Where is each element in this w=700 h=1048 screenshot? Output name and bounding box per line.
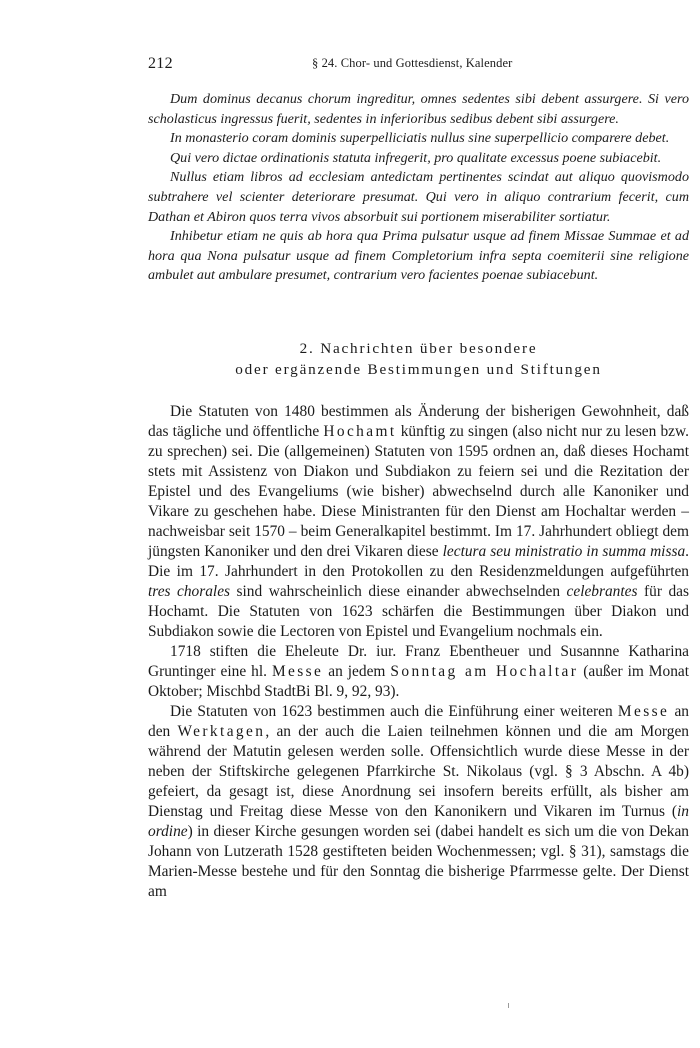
spaced-term: Werktagen <box>177 723 266 740</box>
quote-paragraph: In monasterio coram dominis superpelliciatis nullus sine superpellicio comparere debet. <box>170 130 670 147</box>
latin-term: celebrantes <box>566 583 638 600</box>
text-run: an den <box>148 703 689 740</box>
running-head: § 24. Chor- und Gottesdienst, Kalender <box>312 56 513 70</box>
text-run: ) in dieser Kirche gesungen worden sei (dabei handelt es sich um die von Dekan Johann von Lutzerath 1528 gestifteten beiden Wochenmessen; vgl. § 31), samstags die Marien-Messe bestehe und für den Sonntag die bisherige Pfarrmesse gelte. Der Dienst am <box>148 823 689 900</box>
text-run: Die Statuten von 1623 bestimmen auch die Einführung einer weiteren <box>170 703 618 720</box>
text-run: (außer im Monat Oktober; Mischbd StadtBi Bl. 9, 92, 93). <box>148 663 689 700</box>
spaced-term: Messe <box>271 663 324 680</box>
quote-paragraph: Dum dominus decanus chorum ingreditur, omnes sedentes sibi debent assurgere. Si vero scholasticus ingressus fuerit, sedentes in inferioribus sedibus debent sibi assurgere. <box>148 91 689 127</box>
section-heading-line-1: 2. Nachrichten über besondere <box>299 340 538 357</box>
spaced-term: Hochamt <box>323 423 397 440</box>
spaced-term: Sonntag am Hochaltar <box>390 663 579 680</box>
spaced-term: Messe <box>617 703 670 720</box>
latin-term: lectura seu ministratio in summa missa <box>442 543 686 560</box>
body-paragraph-1 <box>148 402 689 642</box>
text-run: künftig zu singen (also nicht nur zu lesen bzw. zu sprechen) sei. Die (allgemeinen) Statuten von 1595 ordnen an, daß dieses Hochamt stets mit Assistenz von Diakon und Subdiakon zu feiern sei und die Rezitation der Epistel und des Evangeliums (wie bisher) abwechselnd durch alle Kanoniker und Vikare zu geschehen habe. Diese Ministranten für den Dienst am Hochaltar werden – nachweisbar seit 1570 – beim Generalkapitel bestimmt. Im 17. Jahrhundert obliegt dem jüngsten Kanoniker und den drei Vikaren diese <box>148 423 689 560</box>
latin-quotation <box>148 90 689 286</box>
scan-mark <box>508 1003 509 1008</box>
latin-term: in ordine <box>148 803 689 840</box>
quote-paragraph: Qui vero dictae ordinationis statuta infregerit, pro qualitate excessus poene subiacebit. <box>170 149 662 166</box>
section-heading <box>148 339 689 380</box>
body-paragraph-2 <box>148 642 689 702</box>
latin-term: tres chorales <box>148 583 231 600</box>
text-run: Die Statuten von 1480 bestimmen als Änderung der bisherigen Gewohnheit, daß das tägliche und öffentliche <box>148 403 689 440</box>
page-number: 212 <box>148 55 173 72</box>
body-text <box>148 402 689 902</box>
text-run: 1718 stiften die Eheleute Dr. iur. Franz Ebentheuer und Susannne Katharina Gruntinger eine hl. <box>148 643 689 680</box>
text-run: für das Hochamt. Die Statuten von 1623 schärfen die Bestimmungen über Diakon und Subdiakon sowie die Lectoren von Epistel und Evangelium nochmals ein. <box>148 583 689 640</box>
quote-paragraph: Inhibetur etiam ne quis ab hora qua Prima pulsatur usque ad finem Missae Summae et ad hora qua Nona pulsatur usque ad finem Completorium infra septa coemiterii sine religione ambulet aut ambulare presumet, contrarium vero facientes poenae subiacebunt. <box>148 228 689 284</box>
text-run: . Die im 17. Jahrhundert in den Protokollen zu den Residenzmeldungen aufgeführten <box>148 543 689 580</box>
text-run: , an der auch die Laien teilnehmen können und die am Morgen während der Matutin gelesen werden solle. Offensichtlich wurde diese Messe in der neben der Stiftskirche gelegenen Pfarrkirche St. Nikolaus (vgl. § 3 Abschn. A 4b) gefeiert, da gesagt ist, diese Anordnung sei insofern bereits erfüllt, als bisher am Dienstag und Freitag diese Messe von den Kanonikern und Vikaren im Turnus ( <box>148 723 689 820</box>
body-paragraph-3 <box>148 702 689 902</box>
page-header <box>148 55 688 77</box>
section-heading-line-2: oder ergänzende Bestimmungen und Stiftungen <box>235 360 602 378</box>
quote-paragraph: Nullus etiam libros ad ecclesiam antedictam pertinentes scindat aut aliquo quovismodo subtrahere vel scienter deteriorare presumat. Qui vero in aliquo contrarium fecerit, cum Dathan et Abiron quos terra vivos absorbuit sui portionem miserabiliter sortiatur. <box>148 169 689 225</box>
text-run: an jedem <box>323 663 391 680</box>
text-run: sind wahrscheinlich diese einander abwechselnden <box>230 583 567 600</box>
